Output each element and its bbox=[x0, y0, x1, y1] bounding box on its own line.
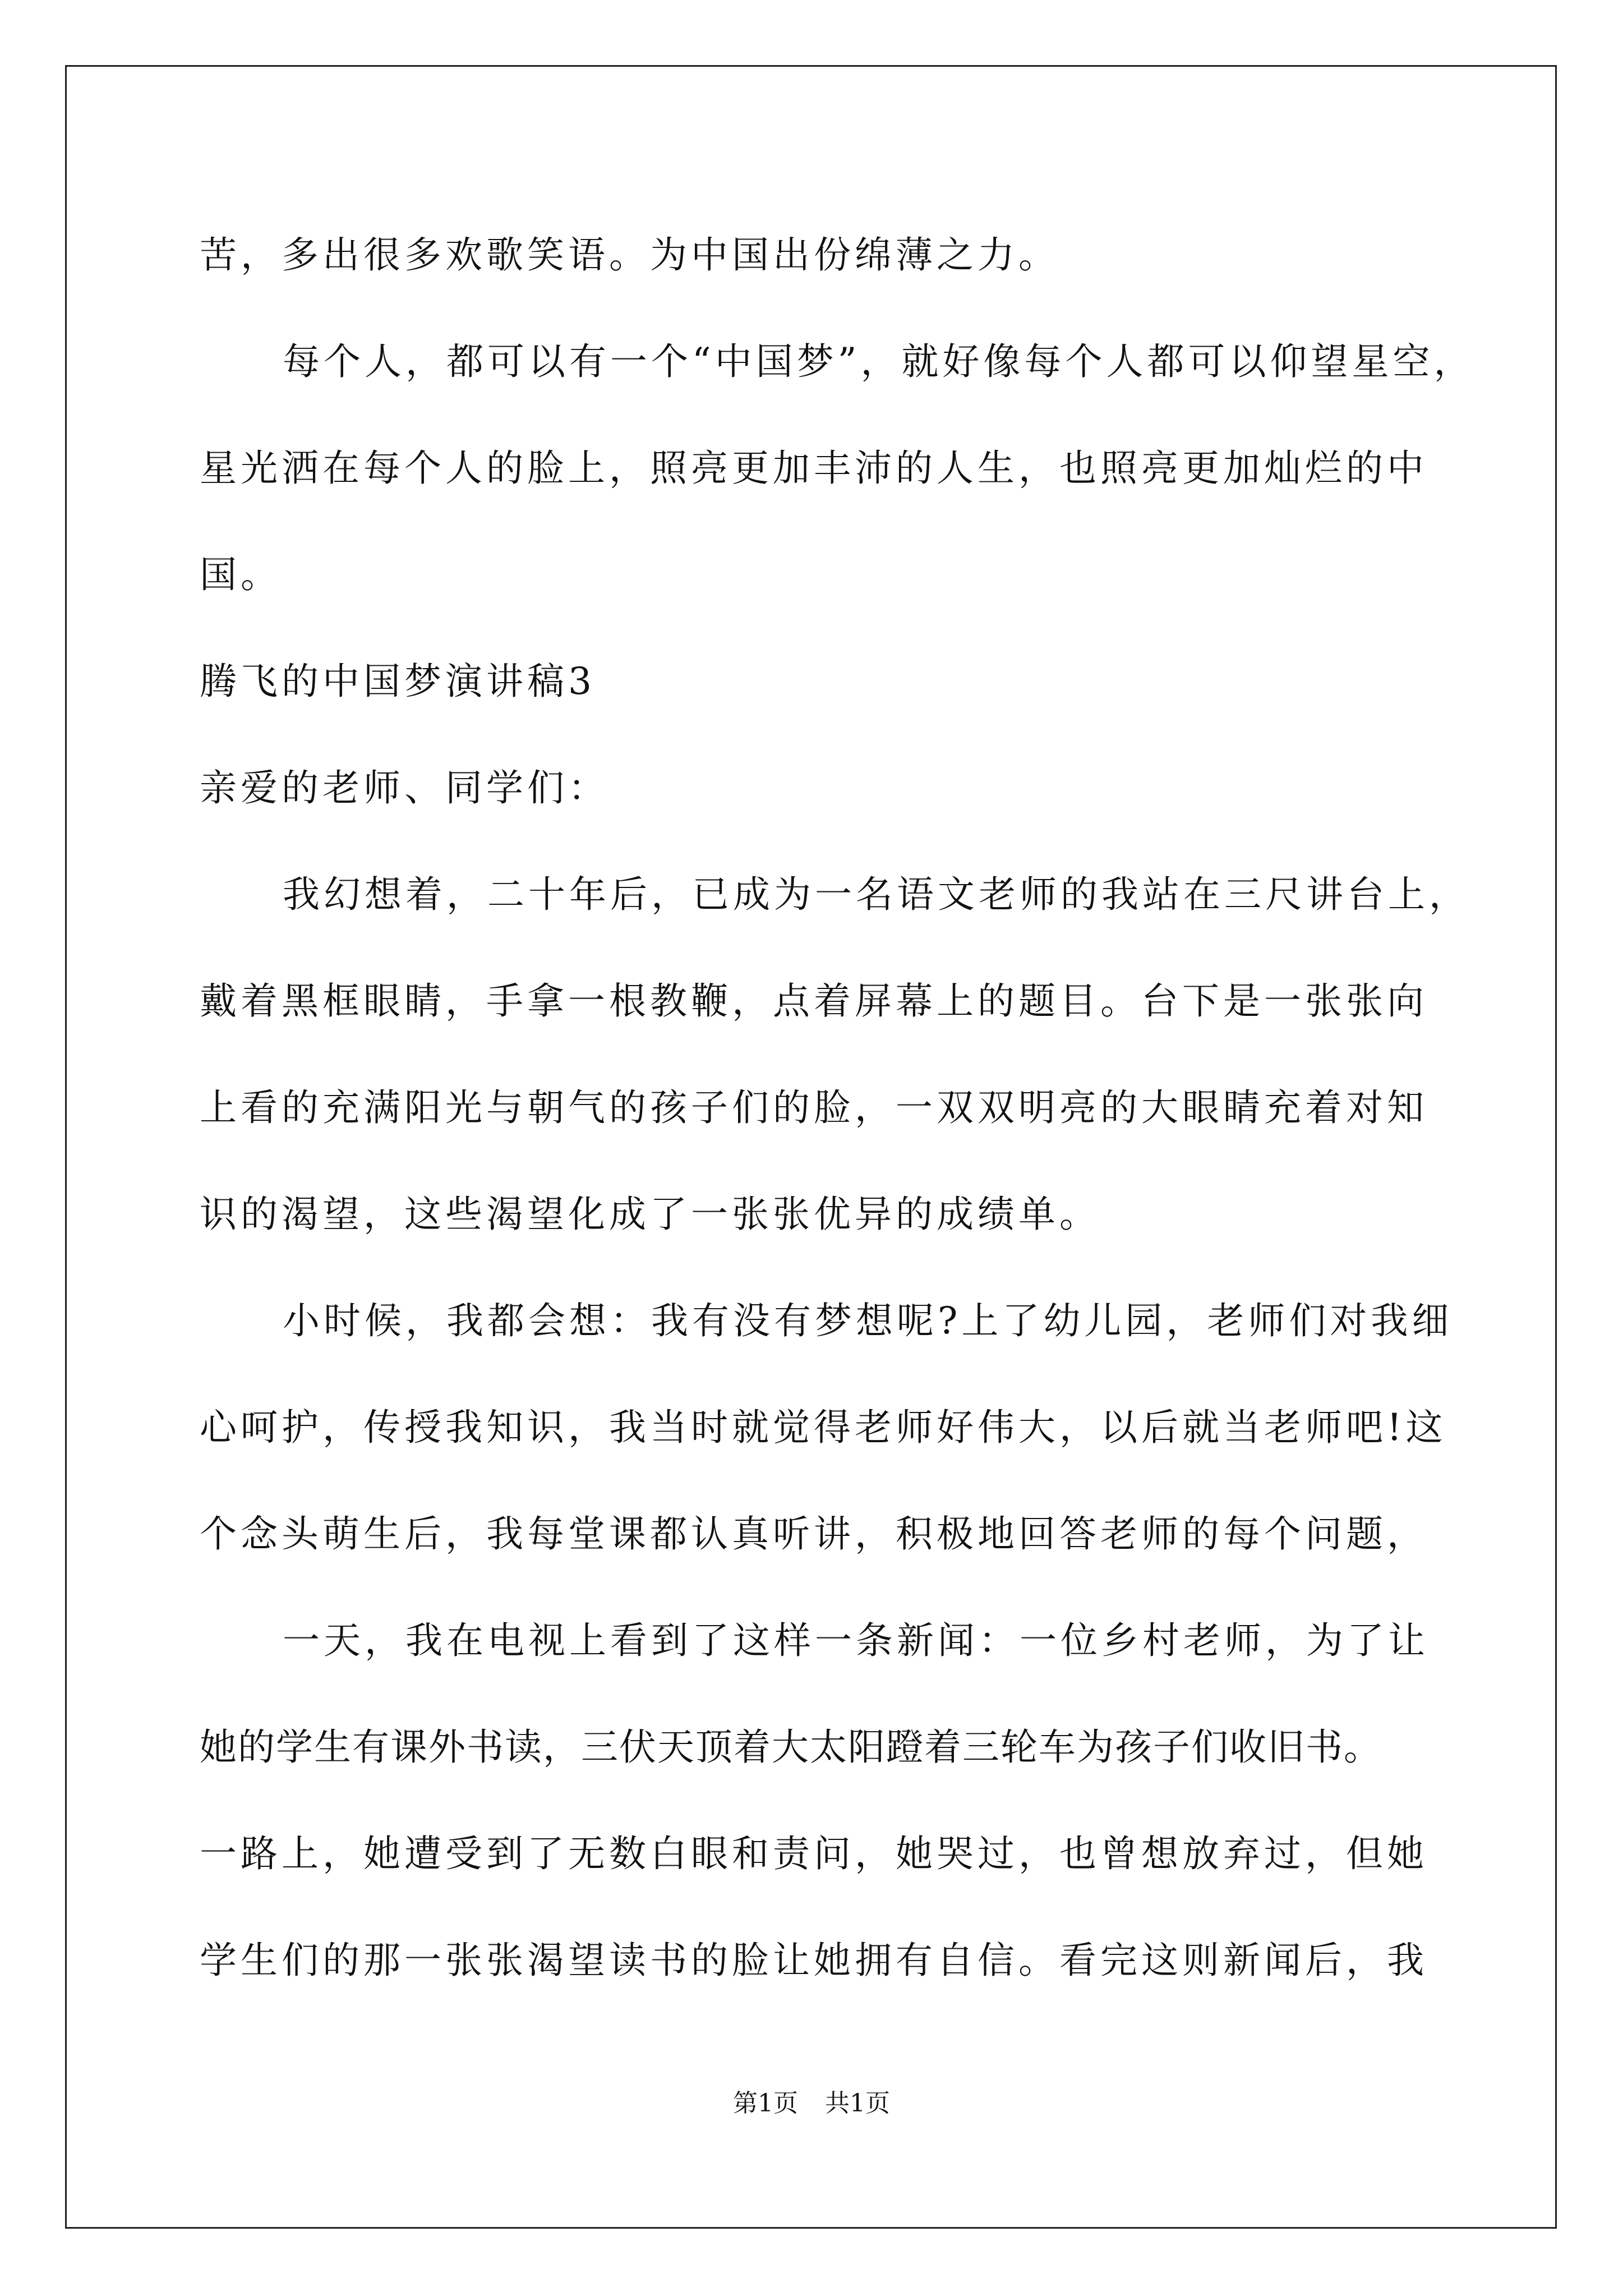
text-line: 识的渴望，这些渴望化成了一张张优异的成绩单。 bbox=[200, 1193, 1100, 1236]
salutation: 亲爱的老师、同学们： bbox=[200, 766, 609, 809]
text-line: 上看的充满阳光与朝气的孩子们的脸，一双双明亮的大眼睛充着对知 bbox=[200, 1086, 1428, 1129]
text-line: 我幻想着，二十年后，已成为一名语文老师的我站在三尺讲台上， bbox=[283, 873, 1470, 916]
text-line: 每个人，都可以有一个“中国梦”，就好像每个人都可以仰望星空， bbox=[283, 340, 1475, 383]
text-line: 星光洒在每个人的脸上，照亮更加丰沛的人生，也照亮更加灿烂的中 bbox=[200, 447, 1428, 490]
text-line: 她的学生有课外书读，三伏天顶着大太阳蹬着三轮车为孩子们收旧书。 bbox=[200, 1726, 1382, 1769]
text-line: 学生们的那一张张渴望读书的脸让她拥有自信。看完这则新闻后，我 bbox=[200, 1939, 1428, 1982]
text-line: 苦，多出很多欢歌笑语。为中国出份绵薄之力。 bbox=[200, 233, 1059, 277]
text-line: 小时候，我都会想：我有没有梦想呢?上了幼儿园，老师们对我细 bbox=[283, 1299, 1453, 1342]
page-footer bbox=[0, 2087, 1623, 2120]
text-line: 国。 bbox=[200, 553, 282, 596]
text-line: 个念头萌生后，我每堂课都认真听讲，积极地回答老师的每个问题， bbox=[200, 1512, 1428, 1556]
text-line: 戴着黑框眼睛，手拿一根教鞭，点着屏幕上的题目。台下是一张张向 bbox=[200, 979, 1428, 1023]
page-total: 共1页 bbox=[825, 2089, 890, 2118]
text-line: 一天，我在电视上看到了这样一条新闻：一位乡村老师，为了让 bbox=[283, 1619, 1429, 1662]
text-line: 心呵护，传授我知识，我当时就觉得老师好伟大，以后就当老师吧!这 bbox=[200, 1406, 1447, 1449]
text-line: 一路上，她遭受到了无数白眼和责问，她哭过，也曾想放弃过，但她 bbox=[200, 1832, 1428, 1875]
page-number: 第1页 bbox=[733, 2089, 798, 2118]
section-title: 腾飞的中国梦演讲稿3 bbox=[200, 660, 596, 703]
document-body bbox=[200, 202, 1490, 2014]
